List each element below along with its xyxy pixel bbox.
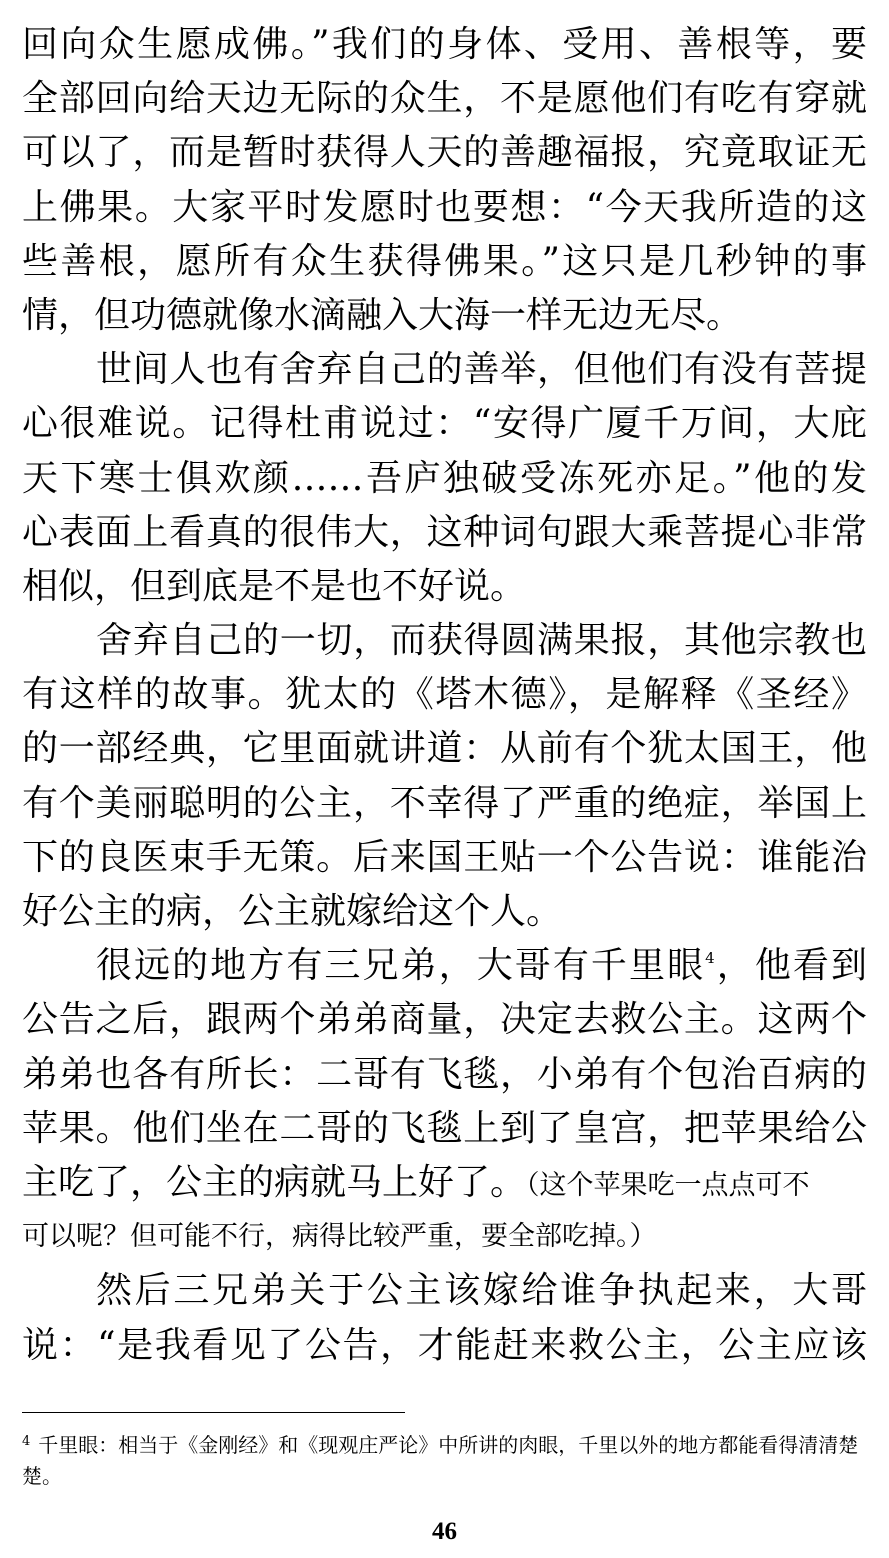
text-line: 心表面上看真的很伟大，这种词句跟大乘菩提心非常 bbox=[22, 511, 867, 553]
text-line: 苹果。他们坐在二哥的飞毯上到了皇宫，把苹果给公 bbox=[22, 1107, 867, 1149]
text-line-with-footnote bbox=[22, 939, 867, 993]
text-line: 下的良医束手无策。后来国王贴一个公告说：谁能治 bbox=[22, 836, 867, 878]
footnote bbox=[22, 1430, 867, 1492]
text-line: 相似，但到底是不是也不好说。 bbox=[22, 565, 527, 607]
text-line-mixed bbox=[22, 1156, 867, 1210]
text-line: 的一部经典，它里面就讲道：从前有个犹太国王，他 bbox=[22, 728, 867, 770]
text-line: 情，但功德就像水滴融入大海一样无边无尽。 bbox=[22, 294, 743, 336]
body-text bbox=[22, 18, 867, 1373]
text-line: 舍弃自己的一切，而获得圆满果报，其他宗教也 bbox=[96, 620, 867, 662]
text-segment: 很远的地方有三兄弟，大哥有千里眼 bbox=[96, 945, 706, 987]
text-line: 有个美丽聪明的公主，不幸得了严重的绝症，举国上 bbox=[22, 782, 867, 824]
text-line: 天下寒士俱欢颜……吾庐独破受冻死亦足。”他的发 bbox=[22, 457, 867, 499]
text-line: 弟弟也各有所长：二哥有飞毯，小弟有个包治百病的 bbox=[22, 1053, 867, 1095]
text-line: 心很难说。记得杜甫说过：“安得广厦千万间，大庇 bbox=[22, 403, 867, 445]
aside-segment: （这个苹果吃一点点可不 bbox=[526, 1169, 810, 1201]
text-line: 公告之后，跟两个弟弟商量，决定去救公主。这两个 bbox=[22, 999, 867, 1041]
text-segment: ，他看到 bbox=[714, 945, 867, 987]
text-line: 有这样的故事。犹太的《塔木德》，是解释《圣经》 bbox=[22, 674, 867, 716]
footnote-text: 千里眼：相当于《金刚经》和《现观庄严论》中所讲的肉眼，千里以外的地方都能看得清清楚楚。 bbox=[22, 1433, 859, 1488]
footnote-marker: 4 bbox=[22, 1434, 31, 1449]
text-line: 好公主的病，公主就嫁给这个人。 bbox=[22, 891, 563, 932]
page-number: 46 bbox=[432, 1518, 457, 1545]
text-line: 可以了，而是暂时获得人天的善趣福报，究竟取证无 bbox=[22, 132, 867, 174]
text-line: 说：“是我看见了公告，才能赶来救公主，公主应该 bbox=[22, 1324, 867, 1366]
text-line: 然后三兄弟关于公主该嫁给谁争执起来，大哥 bbox=[96, 1270, 867, 1312]
footnote-divider bbox=[22, 1412, 405, 1413]
text-line: 回向众生愿成佛。”我们的身体、受用、善根等，要 bbox=[22, 24, 867, 65]
footnote-reference[interactable]: 4 bbox=[705, 949, 715, 968]
text-line: 上佛果。大家平时发愿时也要想：“今天我所造的这 bbox=[22, 186, 867, 228]
text-line: 世间人也有舍弃自己的善举，但他们有没有菩提 bbox=[96, 349, 867, 391]
text-line: 全部回向给天边无际的众生，不是愿他们有吃有穿就 bbox=[22, 78, 867, 120]
aside-line: 可以呢？但可能不行，病得比较严重，要全部吃掉。） bbox=[22, 1221, 657, 1253]
text-segment: 主吃了，公主的病就马上好了。 bbox=[22, 1161, 527, 1203]
text-line: 些善根，愿所有众生获得佛果。”这只是几秒钟的事 bbox=[22, 240, 867, 282]
